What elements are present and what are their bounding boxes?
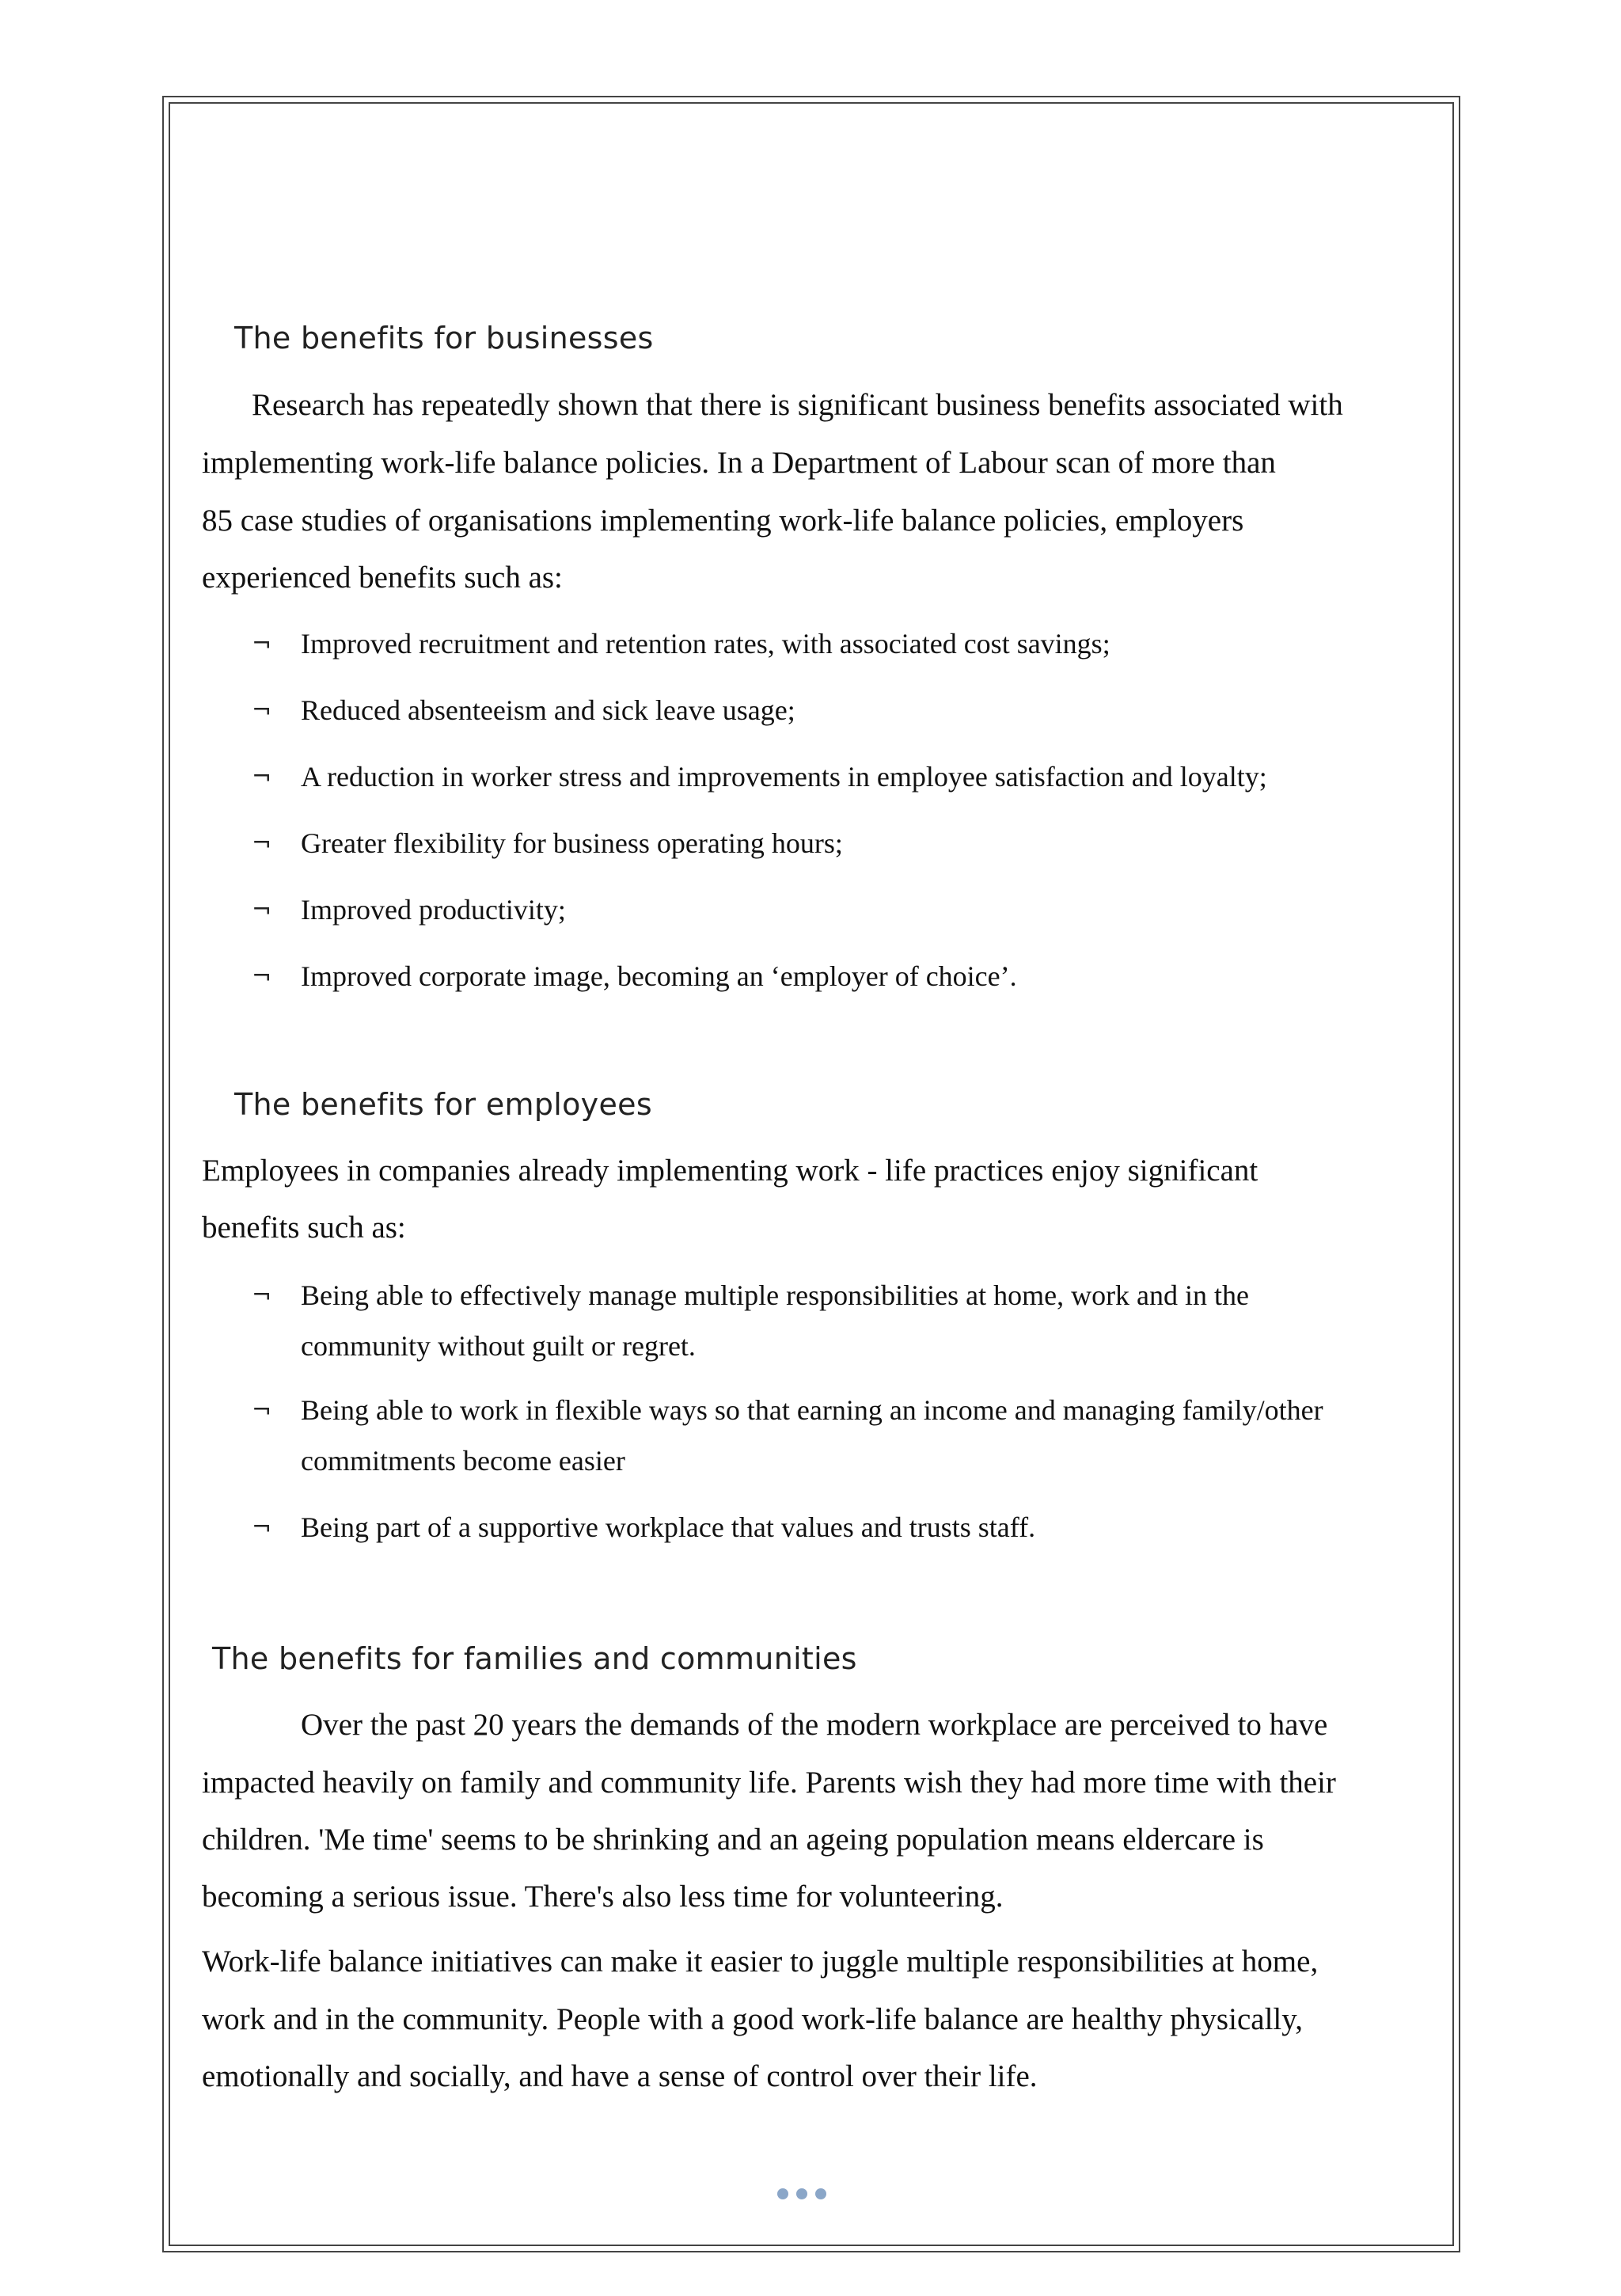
- list-item: A reduction in worker stress and improvements in employee satisfaction and loyalty;: [301, 761, 1267, 793]
- section-heading-employees: The benefits for employees: [234, 1087, 652, 1122]
- paragraph-line: impacted heavily on family and community life. Parents wish they had more time with their: [202, 1766, 1336, 1800]
- bullet-mark-icon: ¬: [252, 1397, 272, 1424]
- list-item: Reduced absenteeism and sick leave usage;: [301, 694, 795, 726]
- section-heading-families: The benefits for families and communities: [212, 1641, 857, 1676]
- bullet-mark-icon: ¬: [252, 830, 272, 857]
- bullet-mark-icon: ¬: [252, 896, 272, 924]
- list-item: Being able to work in flexible ways so that earning an income and managing family/other: [301, 1394, 1323, 1426]
- paragraph-line: work and in the community. People with a good work-life balance are healthy physically,: [202, 2002, 1303, 2036]
- bullet-mark-icon: ¬: [252, 963, 272, 990]
- dot-icon: [815, 2188, 826, 2199]
- section-heading-businesses: The benefits for businesses: [234, 321, 654, 355]
- list-item: Greater flexibility for business operating hours;: [301, 827, 843, 859]
- paragraph-line: implementing work-life balance policies. In a Department of Labour scan of more than: [202, 446, 1276, 480]
- paragraph-line: 85 case studies of organisations implementing work-life balance policies, employers: [202, 504, 1244, 538]
- paragraph-line: children. 'Me time' seems to be shrinking and an ageing population means eldercare is: [202, 1823, 1264, 1857]
- list-item: Improved corporate image, becoming an ‘employer of choice’.: [301, 960, 1017, 992]
- list-item: Being able to effectively manage multiple responsibilities at home, work and in the: [301, 1279, 1250, 1311]
- bullet-mark-icon: ¬: [252, 630, 272, 658]
- bullet-mark-icon: ¬: [252, 1282, 272, 1310]
- paragraph-line: emotionally and socially, and have a sense of control over their life.: [202, 2059, 1038, 2093]
- paragraph-line: experienced benefits such as:: [202, 561, 563, 595]
- list-item: Improved productivity;: [301, 894, 566, 926]
- paragraph-line: becoming a serious issue. There's also less time for volunteering.: [202, 1880, 1004, 1914]
- bullet-mark-icon: ¬: [252, 1514, 272, 1541]
- list-item-continuation: community without guilt or regret.: [301, 1330, 696, 1362]
- page-continuation-dots: [777, 2188, 826, 2199]
- list-item-continuation: commitments become easier: [301, 1445, 625, 1477]
- list-item: Improved recruitment and retention rates, with associated cost savings;: [301, 628, 1110, 660]
- paragraph-line: Research has repeatedly shown that there is significant business benefits associated with: [252, 388, 1343, 422]
- paragraph-line: Over the past 20 years the demands of the modern workplace are perceived to have: [301, 1708, 1328, 1742]
- dot-icon: [796, 2188, 807, 2199]
- bullet-mark-icon: ¬: [252, 763, 272, 791]
- paragraph-line: benefits such as:: [202, 1211, 406, 1245]
- bullet-mark-icon: ¬: [252, 697, 272, 724]
- paragraph-line: Work-life balance initiatives can make it easier to juggle multiple responsibilities at home,: [202, 1944, 1319, 1979]
- paragraph-line: Employees in companies already implementing work - life practices enjoy significant: [202, 1154, 1258, 1188]
- list-item: Being part of a supportive workplace that values and trusts staff.: [301, 1511, 1036, 1543]
- dot-icon: [777, 2188, 788, 2199]
